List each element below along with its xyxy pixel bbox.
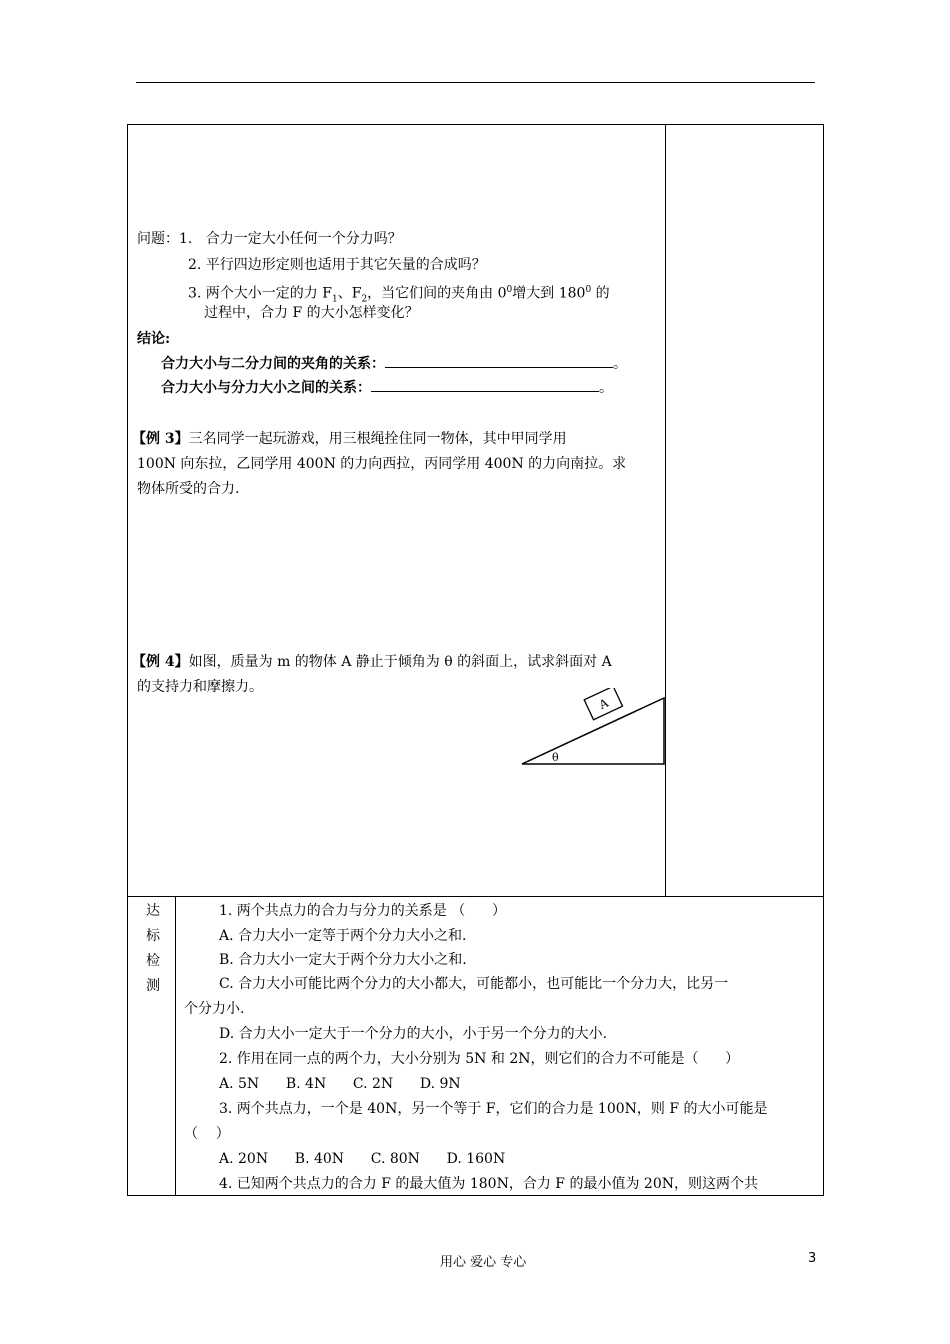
question-3-line-2: 过程中，合力 F 的大小怎样变化？ [204,305,419,321]
test-line-6: D. 合力大小一定大于一个分力的大小，小于另一个分力的大小. [219,1026,608,1042]
degree-2: 0 [585,285,592,295]
example-4-tag: 【例 4】 [132,654,189,670]
example-4-line-2: 的支持力和摩擦力。 [137,679,263,695]
test-line-4: C. 合力大小可能比两个分力的大小都大，可能都小，也可能比一个分力大，比另一 [219,976,729,992]
example-3-line-1: 【例 3】三名同学一起玩游戏，用三根绳拴住同一物体，其中甲同学用 [132,431,567,447]
test-label-char-1: 达 [146,903,160,919]
subscript-1: 1 [331,294,338,305]
test-line-12: 4. 已知两个共点力的合力 F 的最大值为 180N，合力 F 的最小值为 20N，则这两个共 [219,1176,758,1192]
degree-1: 0 [506,285,513,295]
incline-diagram [515,688,670,770]
example-3-line-2: 100N 向东拉，乙同学用 400N 的力向西拉，丙同学用 400N 的力向南拉。求 [137,456,627,472]
test-line-5: 个分力小. [184,1001,245,1017]
answer-blank-2[interactable] [371,377,599,392]
test-label-char-3: 检 [146,953,160,969]
block-a-label: A [596,695,611,713]
page-number: 3 [808,1251,817,1266]
angle-label: θ [552,751,559,764]
conclusion-label: 结论: [137,331,171,347]
question-3-line-1: 3. 两个大小一定的力 $F_1$、$F_2$，当它们间的夹角由 $0^0$增大到 $180^0$ 的 [188,285,610,305]
test-label-char-4: 测 [146,978,160,994]
test-line-9: 3. 两个共点力，一个是 40N，另一个等于 F，它们的合力是 100N，则 F 的大小可能是 [219,1101,768,1117]
test-line-3: B. 合力大小一定大于两个分力大小之和. [219,952,467,968]
test-line-8: A. 5N B. 4N C. 2N D. 9N [219,1076,461,1092]
test-line-7: 2. 作用在同一点的两个力，大小分别为 5N 和 2N，则它们的合力不可能是（ ） [219,1051,740,1067]
test-line-1: 1. 两个共点力的合力与分力的关系是 （ ） [219,903,506,919]
example-3-line-3: 物体所受的合力. [137,481,240,497]
question-1: 问题：1. 合力一定大小任何一个分力吗？ [137,231,402,247]
conclusion-1: 合力大小与二分力间的夹角的关系： 。 [161,353,627,374]
test-line-2: A. 合力大小一定等于两个分力大小之和. [219,928,467,944]
answer-blank-1[interactable] [385,353,613,368]
test-label-char-2: 标 [146,928,160,944]
footer-slogan: 用心 爱心 专心 [440,1255,527,1270]
test-line-11: A. 20N B. 40N C. 80N D. 160N [219,1151,506,1167]
conclusion-2: 合力大小与分力大小之间的关系： 。 [161,377,613,398]
example-4-line-1: 【例 4】如图，质量为 m 的物体 A 静止于倾角为 θ 的斜面上，试求斜面对 A [132,654,612,670]
test-line-10: （ ） [184,1126,230,1142]
side-cell [665,124,824,897]
example-3-tag: 【例 3】 [132,431,189,447]
subscript-2: 2 [361,294,368,305]
question-2: 2. 平行四边形定则也适用于其它矢量的合成吗？ [188,257,486,273]
header-rule [136,82,815,83]
